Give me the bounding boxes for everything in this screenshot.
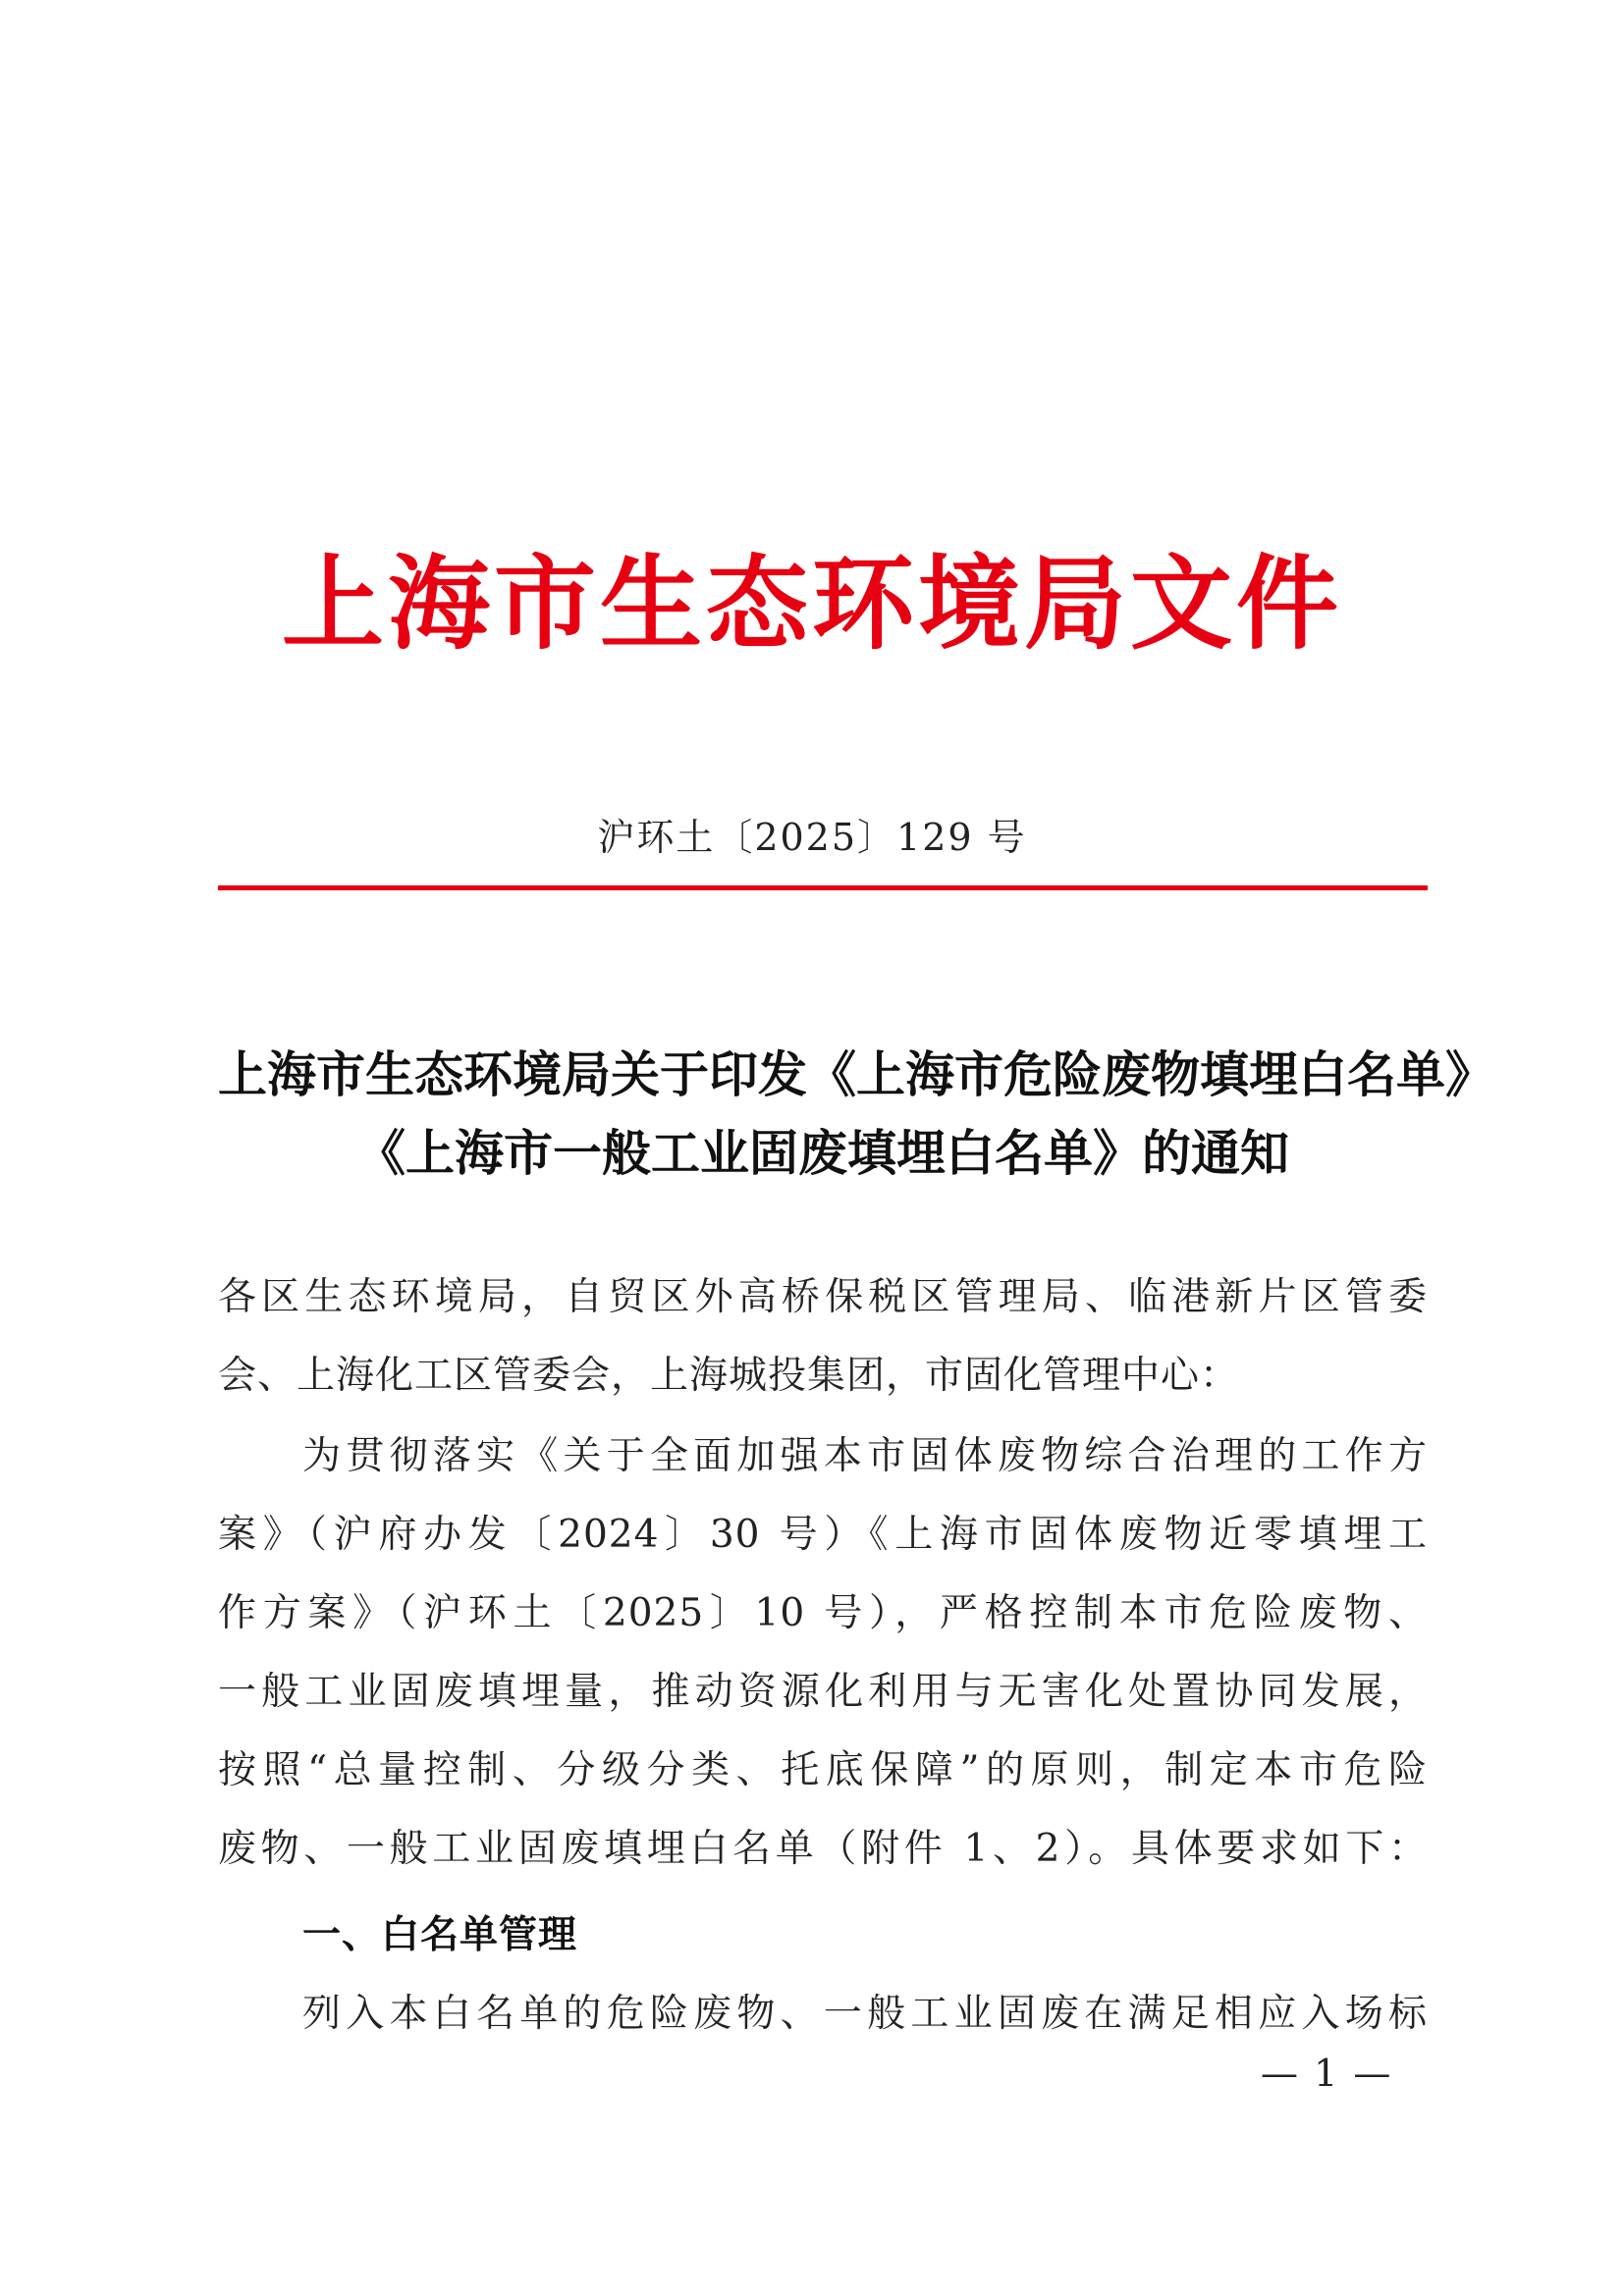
section-heading: 一、白名单管理: [302, 1913, 578, 1957]
paragraph-line: 为贯彻落实《关于全面加强本市固体废物综合治理的工作方: [302, 1434, 1428, 1478]
red-divider-rule: [218, 885, 1428, 890]
masthead-title: 上海市生态环境局文件: [281, 544, 1342, 664]
paragraph-line: 案》（沪府办发〔2024〕30 号）《上海市固体废物近零填埋工: [218, 1513, 1428, 1557]
recipients-line-2: 会、上海化工区管委会，上海城投集团，市固化管理中心：: [218, 1354, 1240, 1398]
paragraph-line: 废物、一般工业固废填埋白名单（附件 1、2）。具体要求如下：: [218, 1827, 1428, 1871]
document-number: 沪环土〔2025〕129 号: [597, 816, 1027, 859]
notice-title-line-2: 《上海市一般工业固废填埋白名单》的通知: [356, 1124, 1289, 1182]
paragraph-line: 作方案》（沪环土〔2025〕10 号），严格控制本市危险废物、: [218, 1591, 1428, 1635]
notice-title-line-1: 上海市生态环境局关于印发《上海市危险废物填埋白名单》: [218, 1045, 1494, 1103]
recipients-line-1: 各区生态环境局，自贸区外高桥保税区管理局、临港新片区管委: [218, 1275, 1428, 1319]
page-number: — 1 —: [1261, 2052, 1393, 2095]
section-paragraph-line: 列入本白名单的危险废物、一般工业固废在满足相应入场标: [302, 1992, 1428, 2036]
paragraph-line: 按照“总量控制、分级分类、托底保障”的原则，制定本市危险: [218, 1748, 1428, 1792]
paragraph-line: 一般工业固废填埋量，推动资源化利用与无害化处置协同发展，: [218, 1670, 1428, 1714]
notice-title: [218, 1036, 1494, 1193]
